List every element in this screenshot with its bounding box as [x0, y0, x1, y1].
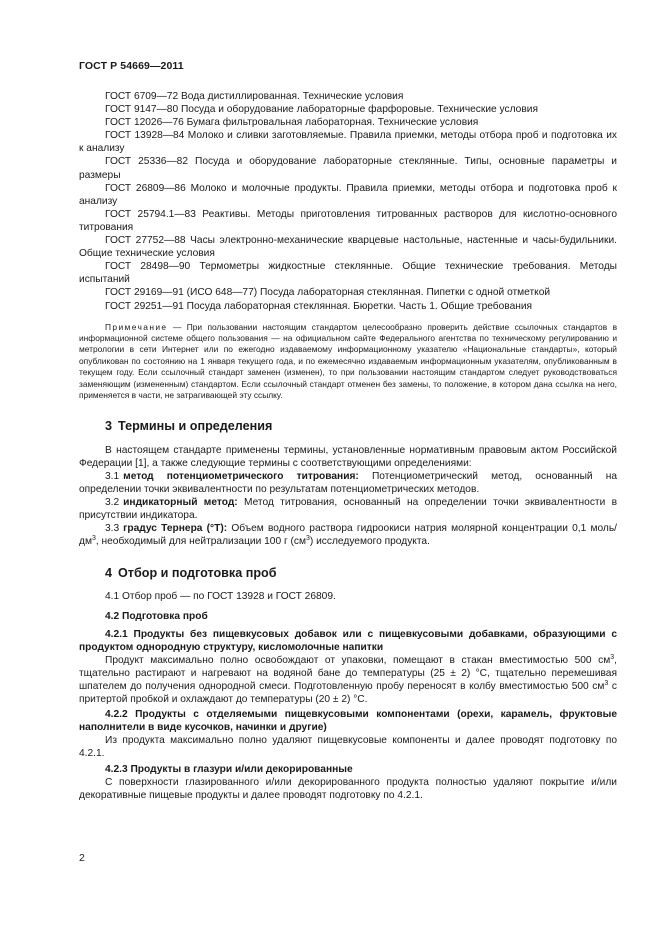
term-definition: Потенциометрический метод, основанный на определении точки эквивалентности по результатам потенциометрических методов. [79, 470, 617, 495]
clause-4-2-1-heading: 4.2.1 Продукты без пищевкусовых добавок или с пищевкусовыми добавками, образующими с продуктом однородную структуру, кисломолочные напитки [79, 628, 617, 653]
clause-4-2-1-text: Продукт максимально полно освобождают от упаковки, помещают в стакан вместимостью 500 $см^3$, тщательно растирают и нагревают на водяной бане до температуры (25 ± 2) °С, тщательно перемешивая шпателем до получения однородной смеси. Подготовленную пробу переносят в колбу вместимостью 500 $см^3$ с притертой пробкой и охлаждают до температуры (20 ± 2) °С. [79, 653, 617, 706]
reference-item [79, 260, 617, 286]
reference-code: ГОСТ 13928—84 [105, 130, 185, 142]
reference-item [79, 129, 617, 155]
reference-item [79, 103, 617, 116]
reference-code: ГОСТ 12026—76 [105, 117, 184, 129]
term-3-3: 3.3 градус Тернера (°Т): Объем водного раствора гидроокиси натрия молярной концентрации 0,1 моль/$дм^3$, необходимый для нейтрализации 100 г $(см^3)$ исследуемого продукта. [79, 523, 617, 548]
reference-title: Реактивы. Методы приготовления титрованных растворов для кислотно-основного титрования [79, 208, 617, 233]
reference-item [79, 234, 617, 260]
reference-title: Посуда и оборудование лабораторные фарфоровые. Технические условия [180, 104, 538, 116]
reference-title: Термометры жидкостные стеклянные. Общие технические требования. Методы испытаний [79, 261, 617, 286]
reference-title: Посуда лабораторная стеклянная. Бюретки. Часть 1. Общие требования [186, 300, 533, 312]
section-4-heading: 4 Отбор и подготовка проб [105, 566, 277, 581]
note-label: Примечание [105, 321, 168, 332]
reference-code: ГОСТ 25336—82 [105, 156, 188, 168]
section-3-heading: 3 Термины и определения [105, 419, 273, 434]
reference-code: ГОСТ 6709—72 [105, 91, 179, 102]
clause-4-2-3-heading: 4.2.3 Продукты в глазури и/или декорированные [105, 763, 353, 775]
reference-title: Вода дистиллированная. Технические условия [180, 91, 404, 102]
reference-title: Бумага фильтровальная лабораторная. Технические условия [186, 117, 479, 129]
reference-code: ГОСТ 27752—88 [105, 235, 186, 247]
normative-references-list [79, 90, 617, 313]
reference-item [79, 116, 617, 129]
reference-code: ГОСТ 25794.1—83 [105, 208, 196, 220]
reference-code: ГОСТ 9147—80 [105, 104, 179, 116]
term-definition: Метод титрования, основанный на определении точки эквивалентности в присутствии индикатора. [79, 496, 617, 521]
term-3-2: 3.2 индикаторный метод: Метод титрования, основанный на определении точки эквивалентности в присутствии индикатора. [79, 496, 617, 521]
term-name: метод потенциометрического титрования: [123, 470, 359, 482]
document-code-header: ГОСТ Р 54669—2011 [79, 60, 184, 72]
clause-4-1: 4.1 Отбор проб — по ГОСТ 13928 и ГОСТ 26809. [105, 591, 336, 603]
term-name: градус Тернера (°Т): [123, 523, 228, 535]
reference-code: ГОСТ 26809—86 [105, 182, 186, 194]
page-number: 2 [79, 852, 85, 864]
reference-code: ГОСТ 29251—91 [105, 300, 184, 312]
clause-4-2-3-text: С поверхности глазированного и/или декорированного продукта полностью удаляют покрытие и/или декоративные пищевые продукты и далее проводят подготовку по 4.2.1. [79, 776, 617, 801]
reference-title: Молоко и сливки заготовляемые. Правила приемки, методы отбора проб и подготовка их к анализу [79, 130, 617, 155]
term-3-1: 3.1 метод потенциометрического титрования: Потенциометрический метод, основанный на определении точки эквивалентности по результатам потенциометрических методов. [79, 470, 617, 495]
note-text: — При пользовании настоящим стандартом целесообразно проверить действие ссылочных стандартов в информационной системе общего пользования — на официальном сайте Федерального агентства по техническому регулированию и метрологии в сети Интернет или по ежегодно издаваемому информационному указателю «Национальные стандарты», который опубликован по состоянию на 1 января текущего года, и по ежемесячно издаваемым информационным указателям, опубликованным в текущем году. Если ссылочный стандарт заменен (изменен), то при пользовании настоящим стандартом следует руководствоваться заменяющим (измененным) стандартом. Если ссылочный стандарт отменен без замены, то положение, в котором дана ссылка на него, применяется в части, не затрагивающей эту ссылку. [79, 321, 618, 401]
reference-code: ГОСТ 29169—91 [105, 287, 184, 299]
reference-title: Часы электронно-механические кварцевые настольные, настенные и часы-будильники. Общие технические условия [79, 235, 617, 260]
reference-title: Посуда и оборудование лабораторные стеклянные. Типы, основные параметры и размеры [79, 156, 618, 181]
reference-title: Молоко и молочные продукты. Правила приемки, методы отбора и подготовка проб к анализу [79, 182, 617, 207]
reference-item [79, 286, 617, 299]
reference-item [79, 90, 617, 103]
reference-item [79, 300, 617, 313]
reference-item [79, 155, 617, 181]
clause-4-2-heading: 4.2 Подготовка проб [105, 611, 208, 623]
reference-item [79, 182, 617, 208]
page-content [79, 90, 617, 802]
clause-4-2-2-heading: 4.2.2 Продукты с отделяемыми пищевкусовыми компонентами (орехи, карамель, фруктовые наполнители в виде кусочков, начинки и другие) [79, 709, 617, 734]
section-3-intro: В настоящем стандарте применены термины, установленные нормативным правовым актом Российской Федерации [1], а также следующие термины с соответствующими определениями: [79, 444, 617, 469]
reference-item [79, 208, 617, 234]
reference-code: ГОСТ 28498—90 [105, 261, 191, 273]
reference-title: (ИСО 648—77) Посуда лабораторная стеклянная. Пипетки с одной отметкой [186, 287, 551, 299]
term-name: индикаторный метод: [123, 496, 238, 508]
clause-4-2-2-text: Из продукта максимально полно удаляют пищевкусовые компоненты и далее проводят подготовку по 4.2.1. [79, 735, 617, 760]
note [79, 322, 617, 402]
